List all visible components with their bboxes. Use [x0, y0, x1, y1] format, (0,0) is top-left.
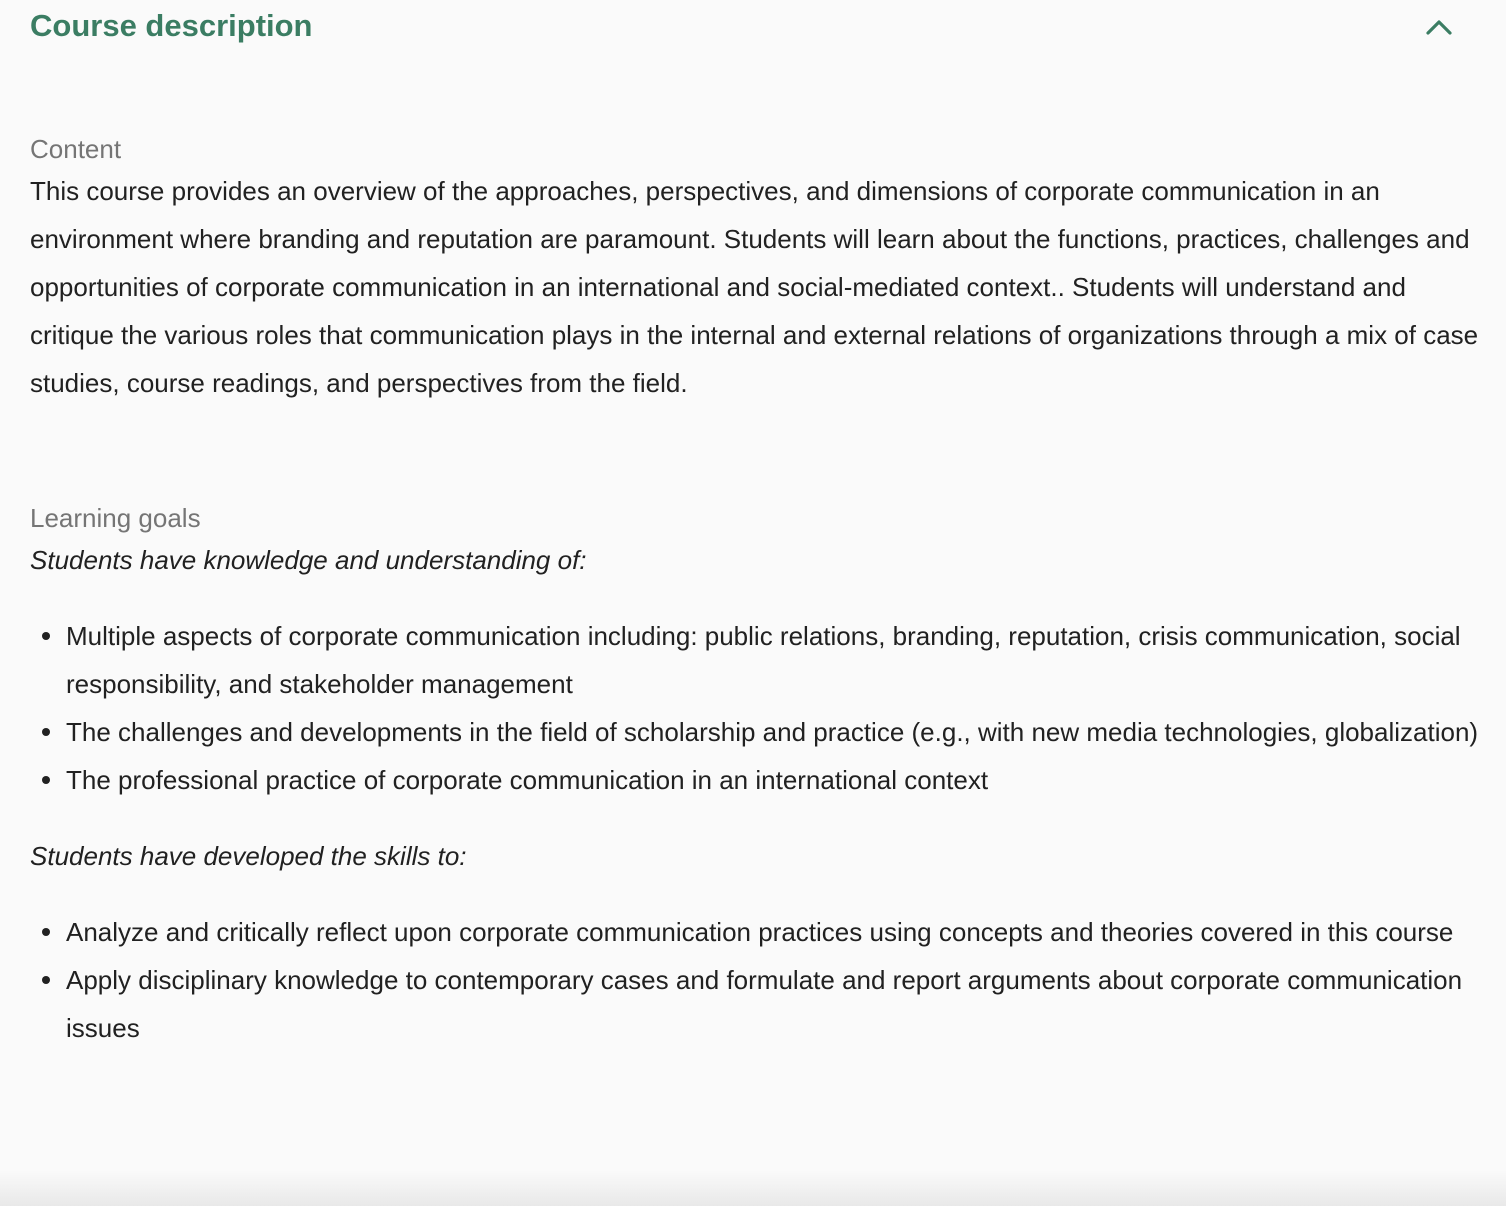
learning-goals-section — [30, 501, 1479, 1052]
collapse-toggle-button[interactable] — [1424, 12, 1454, 42]
content-section — [30, 132, 1479, 407]
bullet-icon — [42, 632, 50, 640]
knowledge-intro: Students have knowledge and understanding of: — [30, 545, 587, 575]
content-label: Content — [30, 134, 122, 164]
content-text: This course provides an overview of the approaches, perspectives, and dimensions of corporate communication in an environment where branding and reputation are paramount. Students will learn about the functions, practices, challenges and opportunities of corporate communication in an international and social-mediated context.. Students will understand and critique the various roles that communication plays in the internal and external relations of organizations through a mix of case studies, course readings, and perspectives from the field. — [30, 176, 1479, 398]
bullet-icon — [42, 776, 50, 784]
list-item-text: Apply disciplinary knowledge to contemporary cases and formulate and report arguments about corporate communication issues — [66, 965, 1463, 1043]
list-item — [30, 708, 1486, 756]
list-item — [30, 908, 1486, 956]
knowledge-list — [30, 612, 1479, 804]
list-item-text: Multiple aspects of corporate communication including: public relations, branding, reputation, crisis communication, social responsibility, and stakeholder management — [66, 621, 1461, 699]
learning-goals-label: Learning goals — [30, 503, 201, 533]
list-item-text: Analyze and critically reflect upon corporate communication practices using concepts and theories covered in this course — [66, 917, 1454, 947]
list-item — [30, 612, 1486, 708]
list-item-text: The professional practice of corporate communication in an international context — [66, 765, 989, 795]
bottom-fade — [0, 1170, 1506, 1206]
list-item — [30, 756, 1486, 804]
bullet-icon — [42, 928, 50, 936]
course-description-header[interactable] — [30, 0, 1476, 70]
list-item — [30, 956, 1486, 1052]
section-title: Course description — [30, 8, 313, 43]
chevron-up-icon — [1426, 19, 1452, 35]
list-item-text: The challenges and developments in the field of scholarship and practice (e.g., with new media technologies, globalization) — [66, 717, 1479, 747]
skills-list — [30, 908, 1476, 1052]
skills-intro: Students have developed the skills to: — [30, 841, 467, 871]
bullet-icon — [42, 976, 50, 984]
bullet-icon — [42, 728, 50, 736]
